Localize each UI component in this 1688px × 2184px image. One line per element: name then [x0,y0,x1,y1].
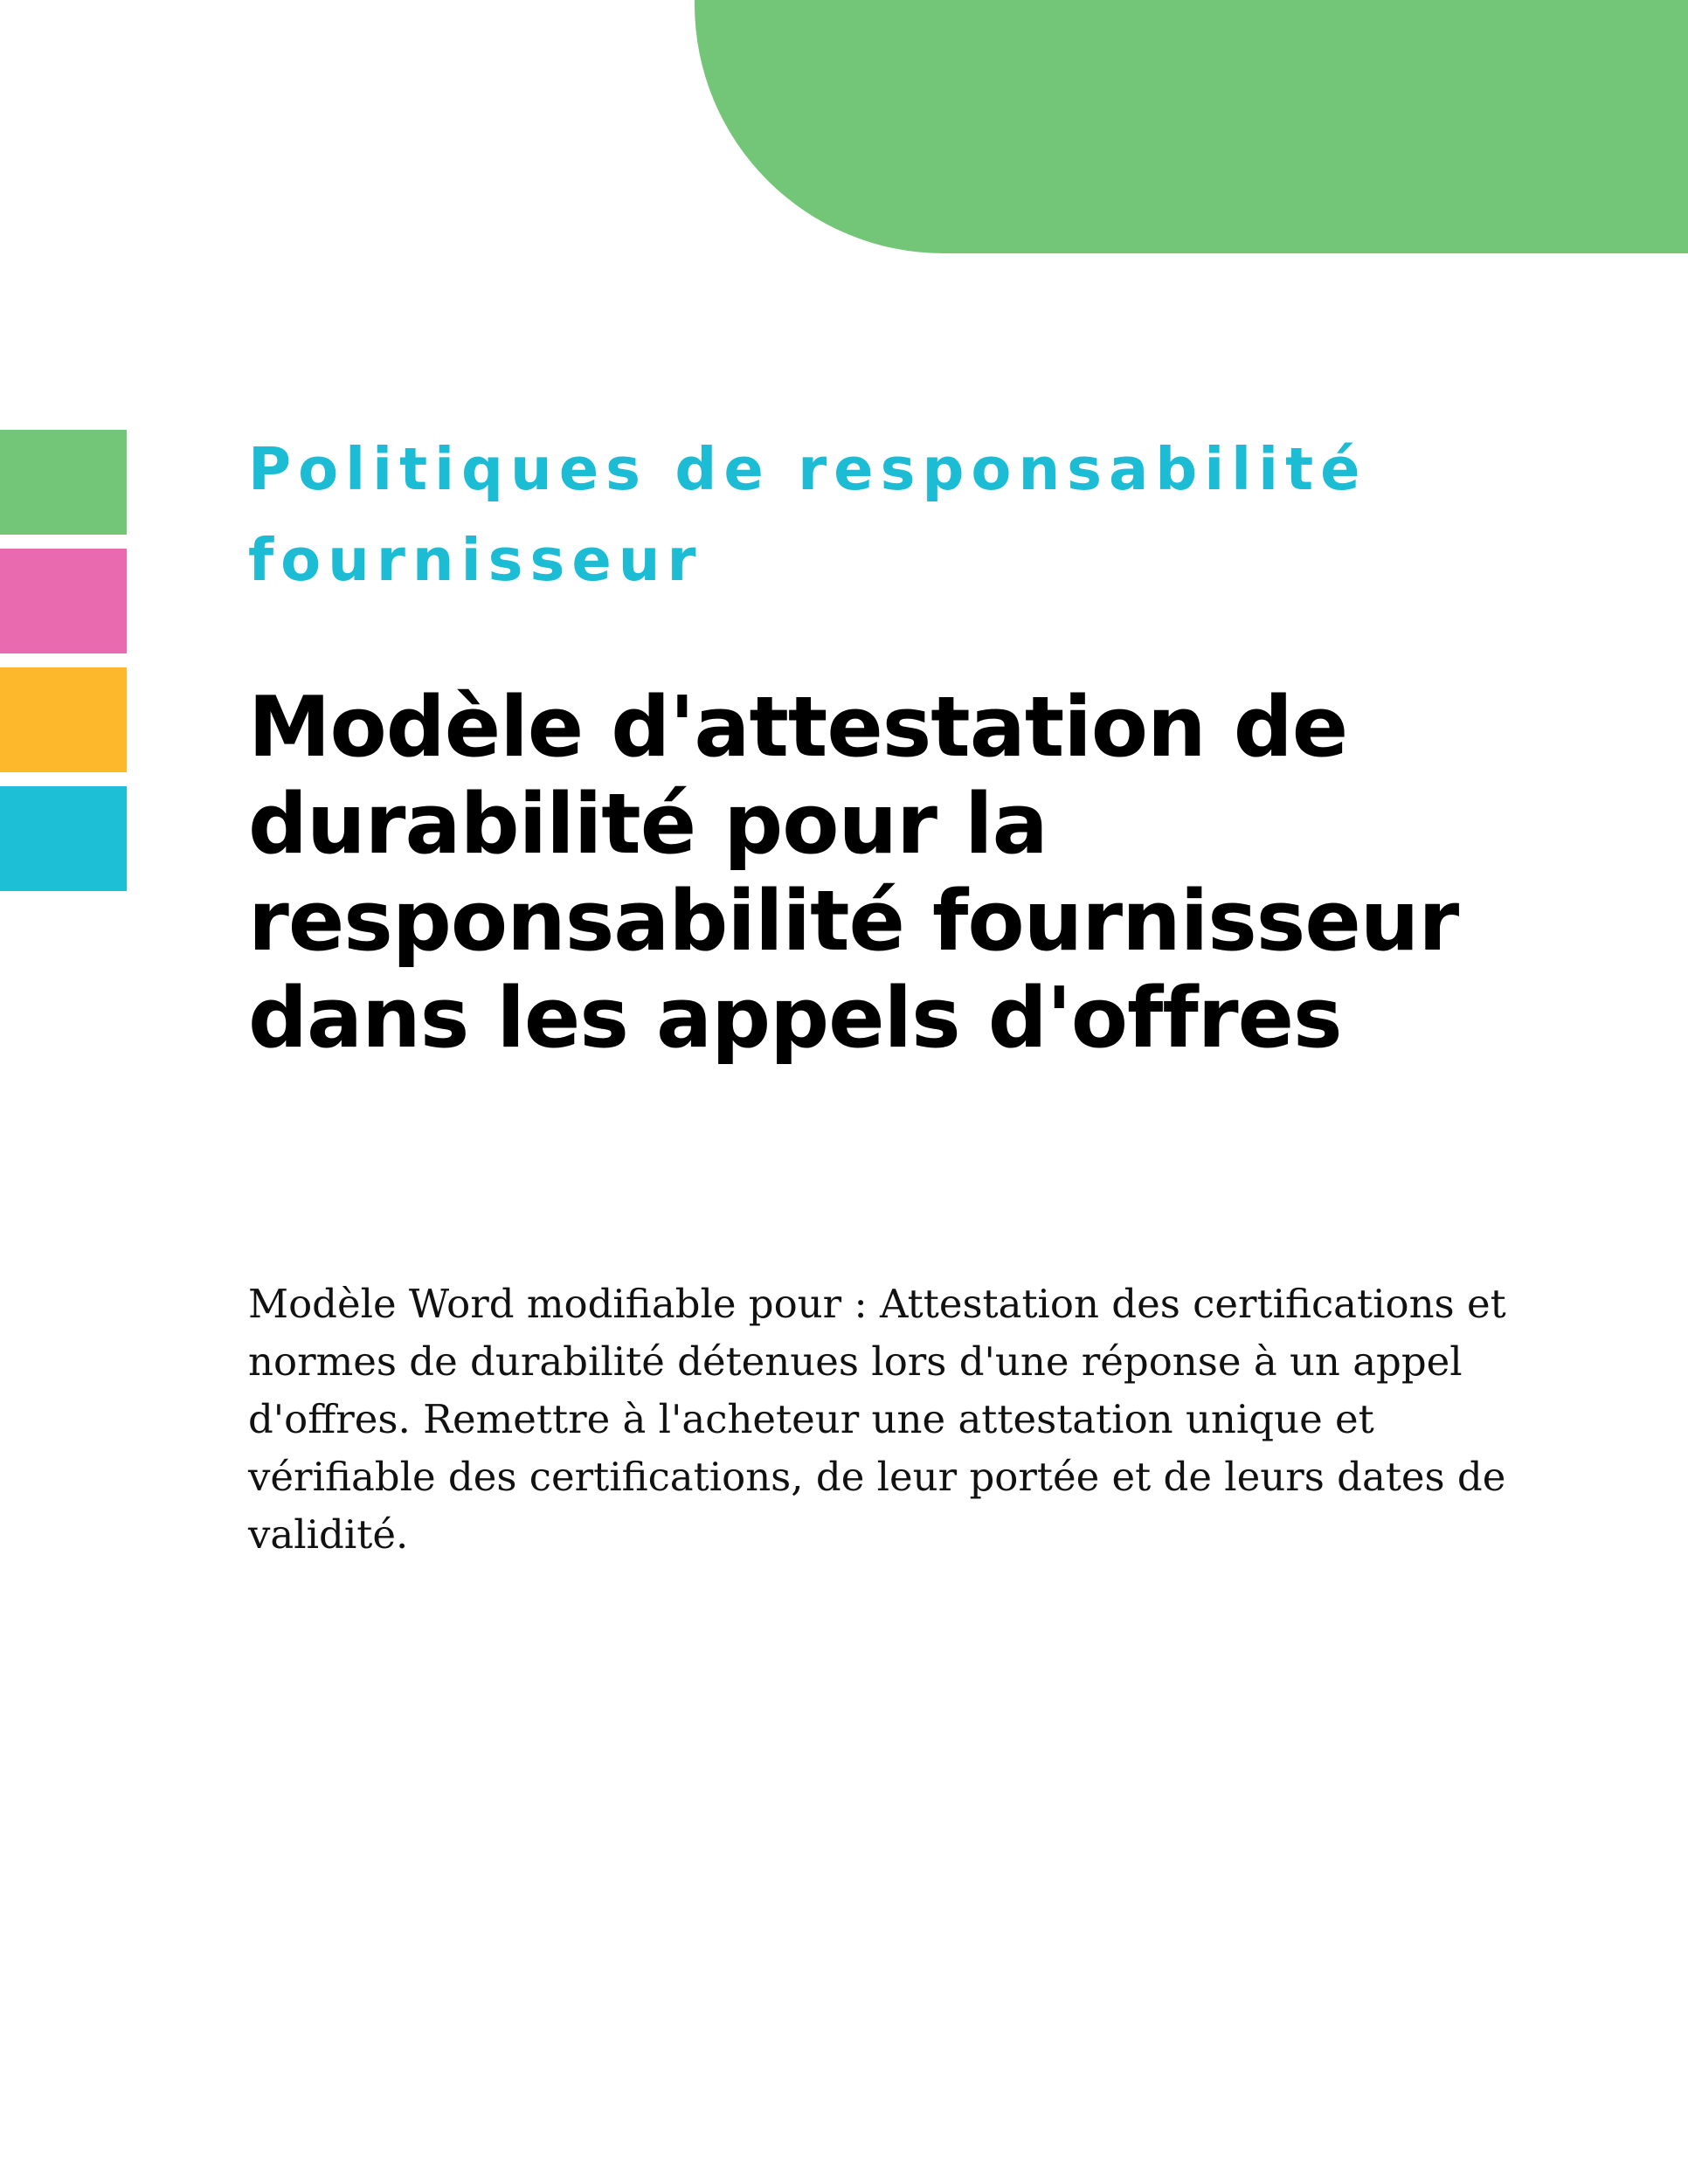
accent-bar-green [0,430,127,535]
section-kicker: Politiques de responsabilité fournisseur [248,435,1367,594]
decorative-green-shape [695,0,1688,253]
document-description: Modèle Word modifiable pour : Attestation des certifications et normes de durabilité détenues lors d'une réponse à un appel d'offres. Remettre à l'acheteur une attestation unique et vérifiable des certifications, de leur portée et de leurs dates de validité. [248,1281,1506,1558]
document-title: Modèle d'attestation de durabilité pour la responsabilité fournisseur dans les appels d'offres [248,680,1459,1067]
accent-bar-yellow [0,667,127,772]
accent-bar-cyan [0,786,127,891]
accent-bar-pink [0,549,127,653]
